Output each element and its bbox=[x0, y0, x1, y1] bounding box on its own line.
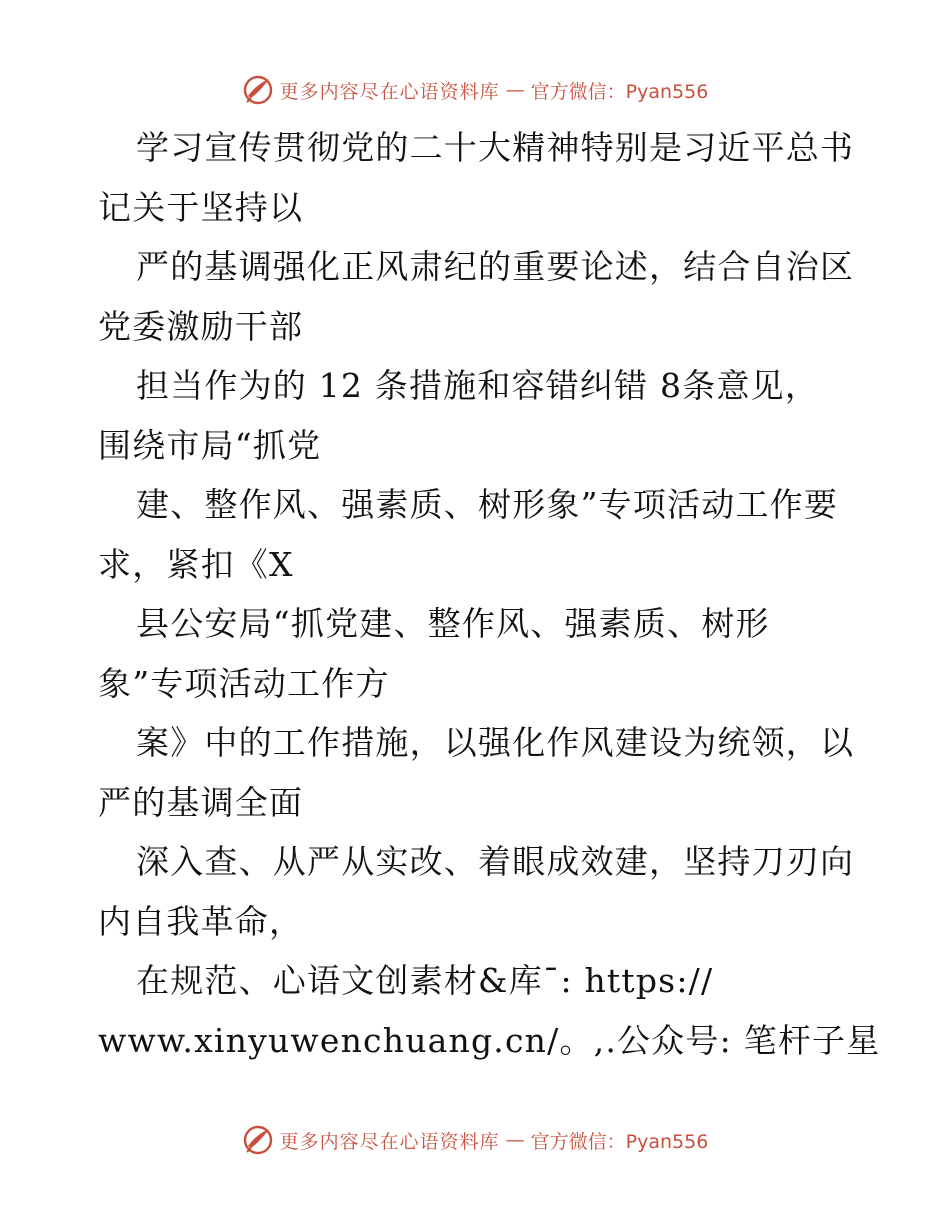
watermark-contact: 官方微信：Pyan556 bbox=[530, 1130, 709, 1153]
text-line: 案》中的工作措施，以强化作风建设为统领，以 bbox=[136, 723, 855, 762]
quill-logo-icon bbox=[242, 74, 274, 106]
text-line: 记关于坚持以 bbox=[98, 187, 304, 227]
text-line: 围绕市局“抓党 bbox=[98, 425, 322, 465]
text-line: 学习宣传贯彻党的二十大精神特别是习近平总书 bbox=[136, 128, 855, 167]
text-line: 县公安局“抓党建、整作风、强素质、树形 bbox=[136, 604, 770, 643]
footer-watermark bbox=[0, 1120, 950, 1160]
text-line-url: www.xinyuwenchuang.cn/。,.公众号: 笔杆子星 bbox=[98, 1020, 881, 1060]
header-watermark bbox=[0, 70, 950, 110]
quill-logo-icon bbox=[242, 1124, 274, 1156]
text-line: 内自我革命， bbox=[98, 901, 304, 941]
text-line: 深入查、从严从实改、着眼成效建，坚持刀刃向 bbox=[136, 842, 855, 881]
text-line: 党委激励干部 bbox=[98, 306, 304, 346]
text-line: 在规范、心语文创素材&库¯: https:// bbox=[136, 961, 714, 1000]
watermark-contact: 官方微信：Pyan556 bbox=[530, 80, 709, 103]
watermark-separator: — bbox=[505, 1129, 525, 1151]
text-line: 担当作为的 12 条措施和容错纠错 8条意见， bbox=[136, 366, 820, 405]
document-body bbox=[98, 118, 881, 1070]
watermark-text: 更多内容尽在心语资料库 bbox=[279, 1130, 500, 1153]
text-line: 严的基调强化正风肃纪的重要论述，结合自治区 bbox=[136, 247, 855, 286]
text-line: 建、整作风、强素质、树形象”专项活动工作要 bbox=[136, 485, 839, 524]
text-line: 严的基调全面 bbox=[98, 782, 304, 822]
watermark-separator: — bbox=[505, 79, 525, 101]
text-line: 求，紧扣《X bbox=[98, 544, 294, 584]
watermark-text: 更多内容尽在心语资料库 bbox=[279, 80, 500, 103]
text-line: 象”专项活动工作方 bbox=[98, 663, 390, 703]
